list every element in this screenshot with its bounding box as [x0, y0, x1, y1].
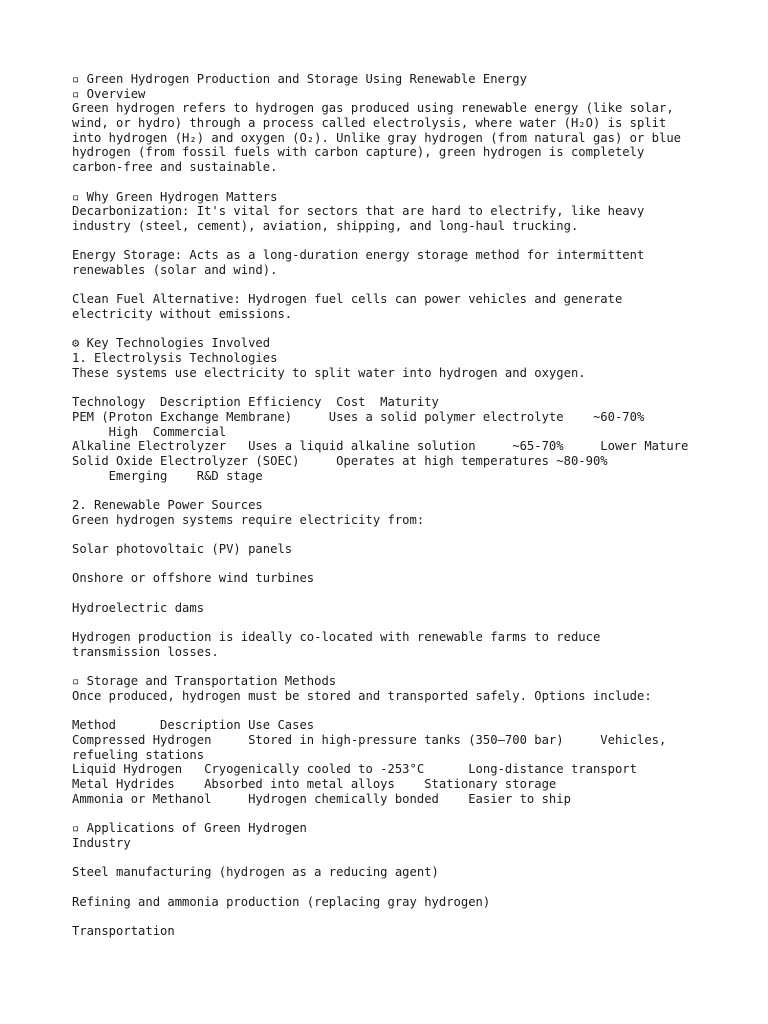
renewable-sources-intro: Green hydrogen systems require electricity from: — [72, 512, 425, 527]
table-row: Alkaline Electrolyzer Uses a liquid alkaline solution ~65-70% Lower Mature — [72, 439, 689, 454]
table-row: refueling stations — [72, 747, 205, 762]
colocation-paragraph — [72, 630, 732, 659]
decarbonization-paragraph — [72, 204, 732, 233]
transportation-label: Transportation — [72, 923, 175, 938]
why-heading: ▫ Why Green Hydrogen Matters — [72, 189, 278, 204]
paragraph-line: Clean Fuel Alternative: Hydrogen fuel cells can power vehicles and generate — [72, 292, 623, 307]
table-row: Solid Oxide Electrolyzer (SOEC) Operates at high temperatures ~80-90% — [72, 453, 608, 468]
energy-storage-paragraph — [72, 248, 732, 277]
overview-line: carbon-free and sustainable. — [72, 160, 278, 175]
storage-table — [72, 718, 732, 806]
renewable-sources-subheading: 2. Renewable Power Sources — [72, 497, 263, 512]
table-row: High Commercial — [72, 424, 227, 439]
overview-paragraph — [72, 101, 732, 174]
paragraph-line: Hydrogen production is ideally co-located with renewable farms to reduce — [72, 630, 601, 645]
paragraph-line: Energy Storage: Acts as a long-duration energy storage method for intermittent — [72, 248, 645, 263]
overview-line: hydrogen (from fossil fuels with carbon capture), green hydrogen is completely — [72, 145, 645, 160]
clean-fuel-paragraph — [72, 292, 732, 321]
source-item: Onshore or offshore wind turbines — [72, 571, 315, 586]
table-header: Technology Description Efficiency Cost Maturity — [72, 395, 439, 410]
steel-item: Steel manufacturing (hydrogen as a reducing agent) — [72, 865, 439, 880]
overview-line: into hydrogen (H₂) and oxygen (O₂). Unlike gray hydrogen (from natural gas) or blue — [72, 130, 682, 145]
document-title: ▫ Green Hydrogen Production and Storage Using Renewable Energy — [72, 72, 527, 86]
overview-line: Green hydrogen refers to hydrogen gas produced using renewable energy (like solar, — [72, 101, 674, 116]
paragraph-line: Decarbonization: It's vital for sectors that are hard to electrify, like heavy — [72, 204, 645, 219]
storage-intro: Once produced, hydrogen must be stored and transported safely. Options include: — [72, 688, 652, 703]
electrolysis-subheading: 1. Electrolysis Technologies — [72, 351, 278, 366]
refining-item: Refining and ammonia production (replacing gray hydrogen) — [72, 894, 491, 909]
table-row: Emerging R&D stage — [72, 468, 263, 483]
electrolysis-table — [72, 395, 732, 483]
overview-heading: ▫ Overview — [72, 86, 146, 101]
table-row: Metal Hydrides Absorbed into metal alloys Stationary storage — [72, 777, 557, 791]
table-header: Method Description Use Cases — [72, 718, 315, 733]
key-technologies-heading: ⚙ Key Technologies Involved — [72, 336, 271, 351]
table-row: Liquid Hydrogen Cryogenically cooled to -253°C Long-distance transport — [72, 762, 637, 777]
table-row: PEM (Proton Exchange Membrane) Uses a solid polymer electrolyte ~60-70% — [72, 409, 645, 424]
source-item: Hydroelectric dams — [72, 600, 205, 615]
table-row: Compressed Hydrogen Stored in high-pressure tanks (350–700 bar) Vehicles, — [72, 732, 667, 747]
paragraph-line: industry (steel, cement), aviation, shipping, and long-haul trucking. — [72, 218, 579, 233]
storage-heading: ▫ Storage and Transportation Methods — [72, 674, 337, 689]
applications-heading: ▫ Applications of Green Hydrogen — [72, 821, 307, 836]
paragraph-line: electricity without emissions. — [72, 307, 293, 321]
paragraph-line: transmission losses. — [72, 644, 219, 659]
paragraph-line: renewables (solar and wind). — [72, 262, 278, 277]
document-body — [72, 72, 732, 939]
industry-label: Industry — [72, 835, 131, 850]
source-item: Solar photovoltaic (PV) panels — [72, 542, 293, 556]
electrolysis-intro: These systems use electricity to split water into hydrogen and oxygen. — [72, 365, 586, 380]
table-row: Ammonia or Methanol Hydrogen chemically bonded Easier to ship — [72, 791, 571, 806]
overview-line: wind, or hydro) through a process called electrolysis, where water (H₂O) is split — [72, 116, 667, 131]
